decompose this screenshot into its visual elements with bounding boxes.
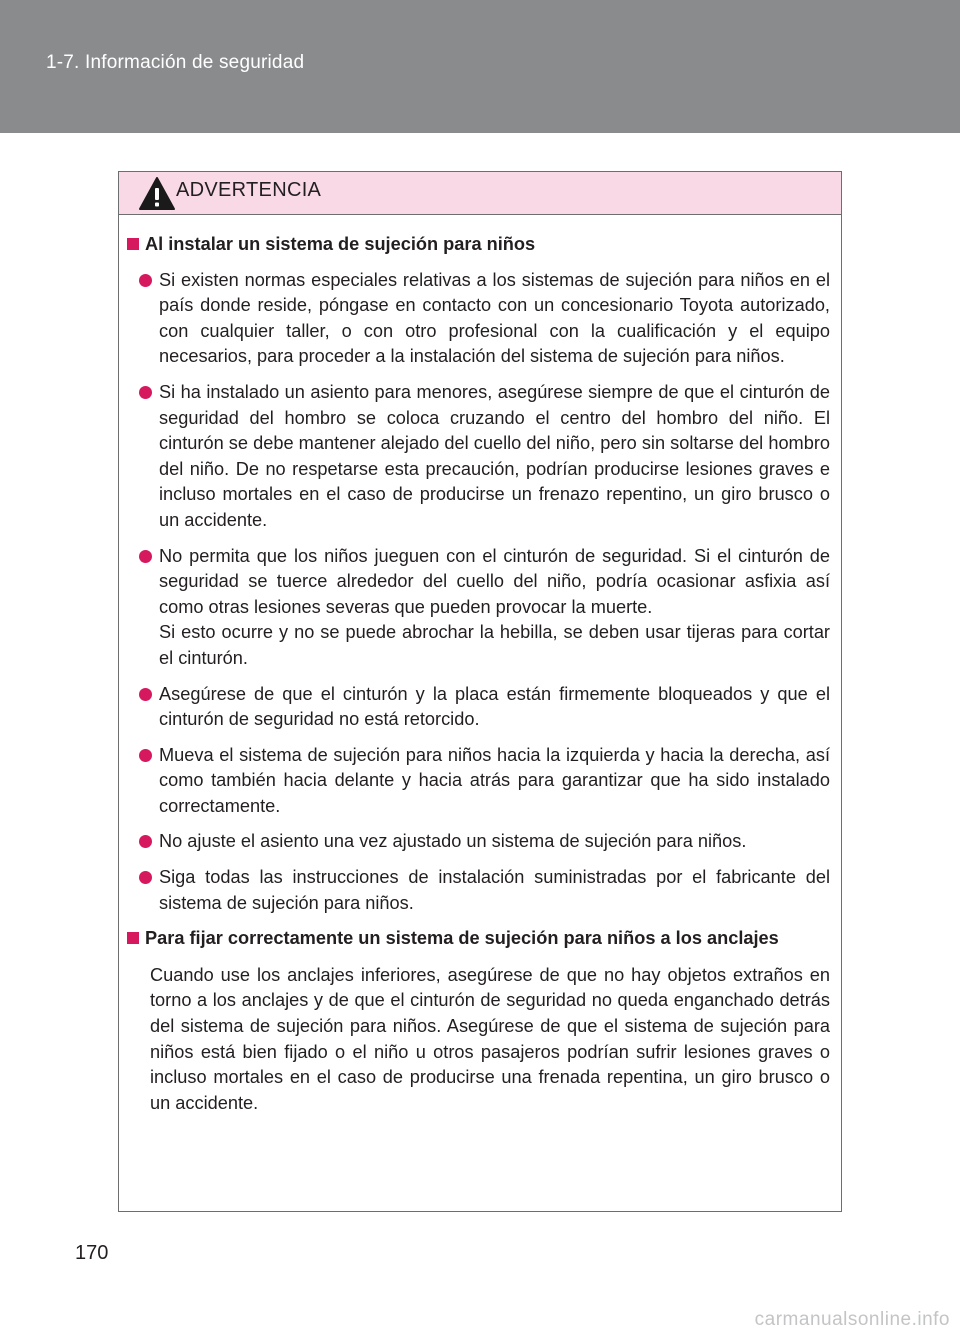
list-item: Asegúrese de que el cinturón y la placa están firmemente bloqueados y que el cinturón de seguridad no está retorcido. <box>127 682 830 733</box>
page-number: 170 <box>75 1242 109 1264</box>
section-title: 1-7. Información de seguridad <box>46 52 305 73</box>
warning-title: ADVERTENCIA <box>176 178 322 201</box>
section-heading: Al instalar un sistema de sujeción para niños <box>127 232 830 258</box>
warning-header <box>119 172 841 215</box>
warning-box <box>118 171 842 1212</box>
list-item: No permita que los niños jueguen con el cinturón de seguridad. Si el cinturón de seguridad se tuerce alrededor del cuello del niño, podría ocasionar asfixia así como otras lesiones severas que pueden provocar la muerte. Si esto ocurre y no se puede abrochar la hebilla, se deben usar tijeras para cortar el cinturón. <box>127 544 830 672</box>
circle-bullet-icon <box>139 871 152 884</box>
section-paragraph: Cuando use los anclajes inferiores, asegúrese de que no hay objetos extraños en torno a los anclajes y de que el cinturón de seguridad no queda enganchado detrás del sistema de sujeción para niños. Asegúrese de que el sistema de sujeción para niños está bien fijado o el niño u otros pasajeros podrían sufrir lesiones graves o incluso mortales en el caso de producirse una frenada repentina, un giro brusco o un accidente. <box>150 964 830 1113</box>
square-bullet-icon <box>127 932 139 944</box>
circle-bullet-icon <box>139 688 152 701</box>
circle-bullet-icon <box>139 835 152 848</box>
top-header-bar <box>0 0 960 133</box>
warning-triangle-icon <box>137 174 177 214</box>
list-item: No ajuste el asiento una vez ajustado un sistema de sujeción para niños. <box>127 829 830 855</box>
list-item: Si existen normas especiales relativas a los sistemas de sujeción para niños en el país donde reside, póngase en contacto con un concesionario Toyota autorizado, con cualquier taller, o con otro profesional con la cualificación y el equipo necesarios, para proceder a la instalación del sistema de sujeción para niños. <box>127 268 830 370</box>
watermark: carmanualsonline.info <box>754 1309 950 1330</box>
list-item: Siga todas las instrucciones de instalación suministradas por el fabricante del sistema de sujeción para niños. <box>127 865 830 916</box>
section-heading: Para fijar correctamente un sistema de sujeción para niños a los anclajes <box>127 926 830 952</box>
circle-bullet-icon <box>139 550 152 563</box>
list-item: Si ha instalado un asiento para menores, asegúrese siempre de que el cinturón de seguridad del hombro se coloca cruzando el centro del hombro del niño. El cinturón se debe mantener alejado del cuello del niño, pero sin soltarse del hombro del niño. De no respetarse esta precaución, podrían producirse lesiones graves e incluso mortales en el caso de producirse un frenazo repentino, un giro brusco o un accidente. <box>127 380 830 534</box>
circle-bullet-icon <box>139 386 152 399</box>
square-bullet-icon <box>127 238 139 250</box>
circle-bullet-icon <box>139 749 152 762</box>
warning-body <box>119 215 841 1116</box>
circle-bullet-icon <box>139 274 152 287</box>
list-item: Mueva el sistema de sujeción para niños hacia la izquierda y hacia la derecha, así como también hacia delante y hacia atrás para garantizar que ha sido instalado correctamente. <box>127 743 830 820</box>
